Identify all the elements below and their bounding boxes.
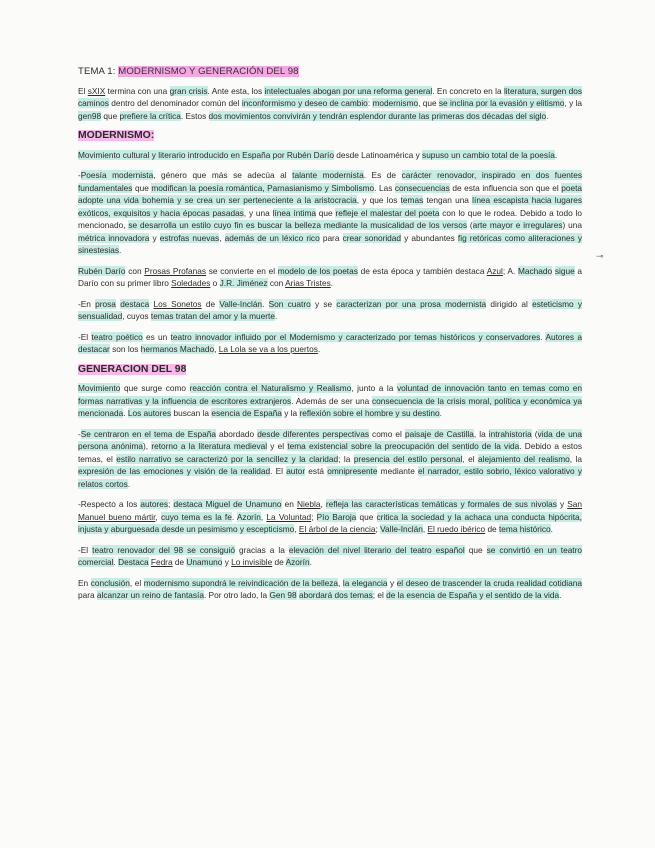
text-run: . bbox=[439, 408, 442, 418]
document-title bbox=[78, 66, 582, 79]
text-run: -Respecto a los bbox=[78, 499, 141, 509]
underlined-title: sXIX bbox=[87, 85, 106, 96]
highlighted-text: Valle-Inclán bbox=[380, 524, 423, 534]
underlined-title: La Lola se va a los puertos bbox=[218, 344, 318, 354]
highlighted-text: temas bbox=[400, 195, 424, 205]
underlined-title: Niebla bbox=[296, 499, 321, 509]
highlighted-text: alejamiento del realismo bbox=[478, 453, 570, 464]
text-run: de bbox=[201, 298, 220, 309]
text-run: . bbox=[274, 311, 278, 321]
highlighted-text: inconformismo y deseo de cambio bbox=[241, 98, 368, 108]
highlighted-text: Poesía modernista bbox=[80, 170, 154, 180]
text-run: ; bbox=[168, 499, 174, 509]
text-run: que bbox=[132, 182, 152, 193]
text-run: . bbox=[119, 245, 122, 255]
highlighted-text: reflexión sobre el hombre y su destino bbox=[299, 408, 440, 418]
highlighted-text: se desarrolla un estilo cuyo fin es buscar la belleza mediante la musicalidad de los versos bbox=[128, 220, 467, 230]
text-run: con lo que le rodea. Debido a todo lo mencionado, bbox=[78, 207, 582, 230]
text-run: . bbox=[540, 331, 546, 342]
text-run: que bbox=[464, 544, 487, 555]
section-heading-generacion bbox=[78, 364, 582, 377]
highlighted-text: vida de una persona anónima bbox=[78, 428, 583, 451]
highlighted-text: tema existencial sobre la preocupación del sentido de la vida bbox=[287, 441, 520, 451]
text-run: abordado bbox=[215, 428, 258, 439]
text-run: . bbox=[127, 478, 131, 489]
highlighted-text: destaca Miguel de Unamuno bbox=[173, 499, 282, 509]
highlighted-text: modelo de los poetas bbox=[277, 265, 358, 276]
highlighted-text: estilo narrativo se caracterizó por la sencillez y la claridad bbox=[116, 453, 339, 464]
text-run: , cuyos bbox=[122, 311, 151, 321]
text-run: y se bbox=[310, 298, 337, 309]
modernismo-authors-paragraph bbox=[78, 265, 582, 290]
text-run: . El bbox=[270, 466, 287, 476]
text-run: en bbox=[281, 499, 297, 509]
text-run: desde Latinoamérica y bbox=[333, 149, 423, 160]
text-run: de bbox=[172, 557, 187, 567]
text-run: , bbox=[260, 511, 267, 522]
text-run: . Las bbox=[374, 182, 395, 193]
text-run: o bbox=[210, 278, 220, 288]
highlighted-text: abordará dos temas bbox=[298, 590, 373, 600]
text-run: , el bbox=[129, 577, 144, 588]
text-run: , que bbox=[418, 98, 439, 108]
highlighted-text: paisaje de Castilla bbox=[404, 428, 474, 439]
text-run: , bbox=[214, 344, 219, 354]
highlighted-text: autor bbox=[286, 466, 306, 476]
text-run: y bbox=[222, 557, 232, 567]
text-run: dirigido al bbox=[486, 298, 533, 309]
highlighted-text: Machado bbox=[517, 265, 553, 276]
text-run: ; A. bbox=[502, 265, 518, 276]
text-run: que surge como bbox=[120, 383, 190, 393]
text-run: ; el bbox=[372, 590, 387, 600]
text-run: - bbox=[78, 170, 81, 180]
highlighted-text: crear sonoridad bbox=[342, 232, 402, 243]
highlighted-text: consecuencia de la crisis moral, política y económica ya mencionada bbox=[78, 395, 582, 418]
text-run: y el bbox=[267, 441, 288, 451]
highlighted-text: de la esencia de España y el sentido de la vida bbox=[386, 590, 560, 600]
highlighted-text: Azorín bbox=[285, 557, 310, 567]
highlighted-text: supuso un cambio total de la poesía bbox=[422, 149, 555, 160]
text-run: -En bbox=[78, 298, 96, 309]
text-run: de bbox=[272, 557, 286, 567]
text-run: . bbox=[262, 298, 269, 309]
text-run: -El bbox=[78, 544, 93, 555]
highlighted-text: alcanzar un reino de fantasía bbox=[96, 590, 204, 600]
highlighted-text: hermanos Machado bbox=[140, 344, 215, 354]
text-run: , y que los bbox=[356, 195, 401, 205]
text-run: y bbox=[149, 232, 160, 243]
text-run: para bbox=[319, 232, 343, 243]
highlighted-text: esteticismo y sensualidad bbox=[78, 298, 583, 321]
text-run: , junto a la bbox=[351, 383, 397, 393]
highlighted-text: poeta adopte una vida bohemia y se crea un ser perteneciente a la aristocracia bbox=[78, 182, 582, 205]
text-run: , el bbox=[462, 453, 479, 464]
highlighted-text: literatura, surgen dos caminos bbox=[78, 85, 583, 108]
text-run: gracias a la bbox=[234, 544, 289, 555]
highlighted-text: caracterizan por una prosa modernista bbox=[336, 298, 487, 309]
highlighted-text: Movimiento cultural y literario introducido en España por Rubén Darío bbox=[78, 149, 334, 160]
text-run: . Debido a estos temas, el bbox=[78, 441, 582, 464]
highlighted-text: carácter renovador, inspirado en dos fuentes fundamentales bbox=[78, 170, 582, 193]
highlighted-text: se inclina por la evasión y elitismo bbox=[438, 98, 565, 108]
highlighted-text: teatro poético bbox=[91, 331, 143, 342]
highlighted-text: autores bbox=[140, 499, 169, 509]
highlighted-text: estrofas nuevas bbox=[159, 232, 220, 243]
text-run: mediante bbox=[377, 466, 419, 476]
highlighted-text: reacción contra el Naturalismo y Realismo bbox=[189, 383, 352, 393]
modernismo-poetry-paragraph bbox=[78, 169, 582, 257]
highlighted-text: el deseo de trascender la cruda realidad cotidiana bbox=[396, 577, 582, 588]
underlined-title: La Voluntad bbox=[266, 511, 312, 522]
text-run: y bbox=[387, 577, 397, 588]
modernismo-theatre-paragraph bbox=[78, 331, 582, 356]
highlighted-text: el narrador, estilo sobrio, léxico valorativo y relatos cortos bbox=[78, 466, 583, 489]
text-run: . bbox=[123, 408, 128, 418]
text-run: -El bbox=[78, 331, 92, 342]
highlighted-text: Azorín bbox=[236, 511, 261, 522]
highlighted-text: J.R. Jiménez bbox=[219, 278, 268, 288]
highlighted-text: además de un léxico rico bbox=[224, 232, 320, 243]
highlighted-text: desde diferentes perspectivas bbox=[257, 428, 369, 439]
title-highlight: MODERNISMO Y GENERACIÓN DEL 98 bbox=[118, 66, 299, 77]
text-run: , la bbox=[473, 428, 489, 439]
text-run: ) una bbox=[562, 220, 582, 230]
text-run: para bbox=[78, 590, 97, 600]
highlighted-text: modernismo bbox=[372, 98, 419, 108]
text-run: y la bbox=[281, 408, 300, 418]
text-run: , bbox=[155, 511, 161, 522]
highlighted-text: prosa bbox=[95, 298, 116, 309]
highlighted-text: esencia de España bbox=[211, 408, 282, 418]
highlighted-text: teatro renovador del 98 se consiguió bbox=[92, 544, 235, 555]
highlighted-text: fig retóricas como aliteraciones y sinestesias bbox=[78, 232, 583, 255]
text-run: . bbox=[559, 590, 562, 600]
text-run: es un bbox=[142, 331, 171, 342]
text-run: , bbox=[219, 232, 225, 243]
highlighted-text: modernismo supondrá le reivindicación de la belleza bbox=[143, 577, 339, 588]
text-run: , bbox=[422, 524, 428, 534]
text-run: . Además de ser una bbox=[291, 395, 372, 406]
text-run: . En concreto en la bbox=[432, 85, 504, 96]
highlighted-text: talante modernista bbox=[292, 170, 364, 180]
highlighted-text: Se centraron en el tema de España bbox=[80, 428, 216, 439]
text-run: ; bbox=[311, 511, 317, 522]
text-run: a Darío con su primer libro bbox=[78, 265, 583, 288]
modernismo-prose-paragraph bbox=[78, 298, 582, 323]
highlighted-text: temas tratan del amor y la muerte bbox=[150, 311, 275, 321]
highlighted-text: intrahistoria bbox=[488, 428, 532, 439]
text-run: , y una bbox=[243, 207, 273, 218]
generacion-theatre-paragraph bbox=[78, 544, 582, 569]
text-run: - bbox=[78, 428, 81, 439]
highlighted-text: voluntad de innovación tanto en temas como en formas narrativas y la influencia de escritores extranjeros bbox=[78, 383, 583, 406]
underlined-title: Lo invisible bbox=[231, 557, 273, 567]
text-run: . bbox=[550, 524, 553, 534]
underlined-title: Arias Tristes bbox=[285, 278, 331, 288]
underlined-title: San Manuel bueno mártir bbox=[78, 499, 582, 522]
generacion-themes-paragraph bbox=[78, 428, 582, 491]
highlighted-text: retorno a la literatura medieval bbox=[151, 441, 268, 451]
highlighted-text: Son cuatro bbox=[268, 298, 311, 309]
text-run: . bbox=[231, 511, 237, 522]
highlighted-text: Valle-Inclán bbox=[219, 298, 263, 309]
text-run: tengan una bbox=[423, 195, 473, 205]
text-run: está bbox=[305, 466, 328, 476]
highlighted-text: métrica innovadora bbox=[78, 232, 150, 243]
highlighted-text: expresión de las emociones y visión de la realidad bbox=[78, 466, 271, 476]
highlighted-text: línea escapista hacia lugares exóticos, exquisitos y hacia épocas pasadas bbox=[78, 195, 582, 218]
text-run: . bbox=[309, 557, 312, 567]
section-heading-modernismo-text: MODERNISMO: bbox=[78, 130, 155, 141]
text-run: de esta influencia son que el bbox=[449, 182, 562, 193]
text-run: , género que más se adecúa al bbox=[153, 170, 293, 180]
highlighted-text: refleje el malestar del poeta bbox=[335, 207, 440, 218]
text-run: ( bbox=[466, 220, 473, 230]
highlighted-text: Los autores bbox=[127, 408, 172, 418]
highlighted-text: Destaca bbox=[118, 557, 149, 567]
text-run: . Por otro lado, la bbox=[203, 590, 270, 600]
text-run: ; la bbox=[338, 453, 354, 464]
highlighted-text: elevación del nivel literario del teatro español bbox=[288, 544, 465, 555]
generacion-authors-paragraph bbox=[78, 498, 582, 536]
text-run: : bbox=[367, 98, 373, 108]
text-run: . bbox=[317, 344, 321, 354]
text-run: , bbox=[294, 524, 299, 534]
text-run: que bbox=[101, 110, 120, 121]
highlighted-text: gran crisis bbox=[169, 85, 208, 96]
text-run: , la bbox=[569, 453, 583, 464]
section-heading-modernismo bbox=[78, 130, 582, 143]
text-run: de bbox=[485, 524, 499, 534]
text-run: ; bbox=[375, 524, 381, 534]
underlined-title: Azul bbox=[486, 265, 503, 276]
highlighted-text: cuyo tema es la fe bbox=[160, 511, 232, 522]
text-run: con bbox=[125, 265, 145, 276]
text-run: y abundantes bbox=[401, 232, 458, 243]
highlighted-text: gen98 bbox=[78, 110, 102, 121]
text-run: de esta época y también destaca bbox=[357, 265, 487, 276]
text-run: . Estos bbox=[180, 110, 209, 121]
intro-paragraph bbox=[78, 85, 582, 123]
highlighted-text: consecuencias bbox=[394, 182, 450, 193]
highlighted-text: Unamuno bbox=[186, 557, 223, 567]
text-run: son los bbox=[109, 344, 141, 354]
underlined-title: Prosas Profanas bbox=[144, 265, 207, 276]
text-run: y bbox=[556, 499, 568, 509]
text-run: En bbox=[78, 577, 91, 588]
title-prefix: TEMA 1: bbox=[78, 66, 116, 77]
highlighted-text: destaca bbox=[120, 298, 150, 309]
highlighted-text: Pío Baroja bbox=[316, 511, 357, 522]
text-run: . Ante esta, los bbox=[207, 85, 265, 96]
highlighted-text: sigue bbox=[554, 265, 575, 276]
underlined-title: El árbol de la ciencia bbox=[298, 524, 376, 534]
highlighted-text: Autores a destacar bbox=[78, 331, 582, 354]
text-run: que bbox=[356, 511, 377, 522]
highlighted-text: se convirtió en un teatro comercial bbox=[78, 544, 582, 567]
highlighted-text: la elegancia bbox=[342, 577, 388, 588]
highlighted-text: arte mayor e irregulares bbox=[472, 220, 563, 230]
text-run: . Es de bbox=[363, 170, 402, 180]
text-run: . bbox=[546, 110, 549, 121]
highlighted-text: modifican la poesía romántica, Parnasianismo y Simbolismo bbox=[151, 182, 375, 193]
text-run: El bbox=[78, 85, 88, 96]
document-body bbox=[78, 66, 582, 610]
text-run: , y la bbox=[564, 98, 582, 108]
highlighted-text: Gen 98 bbox=[269, 590, 297, 600]
text-run: como el bbox=[368, 428, 405, 439]
underlined-title: Fedra bbox=[150, 557, 173, 567]
text-run: dentro del denominador común del bbox=[108, 98, 242, 108]
highlighted-text: critica la sociedad y la achaca una conducta hipócrita, injusta y aburguesada desde un pesimismo y escepticismo bbox=[78, 511, 582, 534]
highlighted-text: tema histórico bbox=[498, 524, 551, 534]
conclusion-paragraph bbox=[78, 577, 582, 602]
text-run: termina con una bbox=[105, 85, 170, 96]
text-run: . bbox=[330, 278, 334, 288]
highlighted-text: línea íntima bbox=[272, 207, 316, 218]
highlighted-text: Rubén Darío bbox=[78, 265, 126, 276]
highlighted-text: omnipresente bbox=[327, 466, 378, 476]
text-run: ( bbox=[531, 428, 538, 439]
highlighted-text: teatro innovador influido por el Modernismo y caracterizado por temas históricos y conservadores bbox=[170, 331, 541, 342]
underlined-title: Los Sonetos bbox=[153, 298, 202, 309]
underlined-title: Soledades bbox=[171, 278, 211, 288]
highlighted-text: intelectuales abogan por una reforma general bbox=[264, 85, 433, 96]
modernismo-definition bbox=[78, 149, 582, 162]
text-run: ), bbox=[143, 441, 152, 451]
text-run: , bbox=[338, 577, 343, 588]
section-heading-generacion-text: GENERACION DEL 98 bbox=[78, 363, 187, 375]
margin-pen-mark: ⊸ bbox=[596, 251, 604, 261]
generacion-definition bbox=[78, 382, 582, 420]
highlighted-text: refleja las características temáticas y formales de sus nivolas bbox=[325, 499, 557, 509]
text-run: buscan la bbox=[171, 408, 212, 418]
highlighted-text: conclusión bbox=[90, 577, 130, 588]
text-run: se convierte en el bbox=[206, 265, 278, 276]
text-run: , bbox=[320, 499, 326, 509]
underlined-title: El ruedo ibérico bbox=[427, 524, 486, 534]
text-run: con bbox=[267, 278, 286, 288]
text-run: . bbox=[113, 557, 119, 567]
highlighted-text: prefiere la crítica bbox=[119, 110, 181, 121]
highlighted-text: presencia del estilo personal bbox=[353, 453, 463, 464]
highlighted-text: dos movimientos convivirán y tendrán esplendor durante las primeras dos décadas del siglo bbox=[208, 110, 547, 121]
text-run: que bbox=[315, 207, 336, 218]
highlighted-text: Movimiento bbox=[78, 383, 121, 393]
text-run: . bbox=[554, 149, 558, 160]
